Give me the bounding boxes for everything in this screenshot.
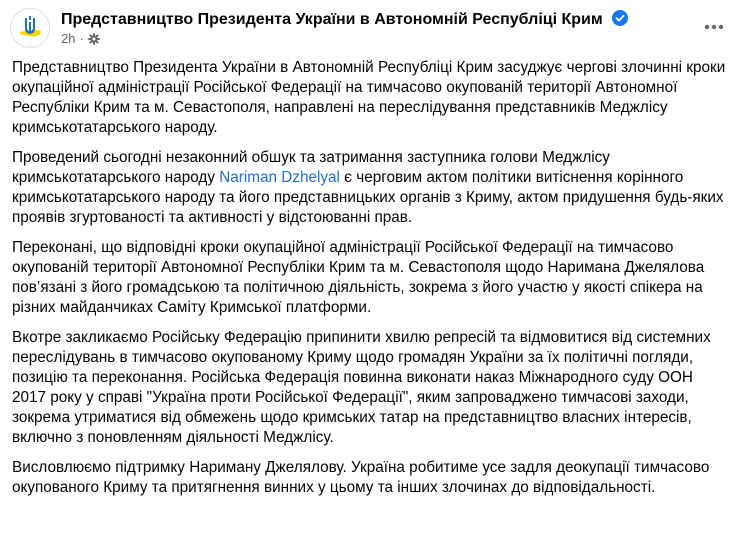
- page-name[interactable]: Представництво Президента України в Автономній Республіці Крим: [61, 11, 603, 28]
- public-gear-icon[interactable]: [88, 33, 100, 45]
- post-paragraph-2-end: є черговим актом політики витіснення корінного кримськотатарського народу та його представницьких органів з Криму, актом придушення будь-яких проявів згуртованості та активності у відстоюванні прав.: [12, 169, 724, 226]
- post-paragraph-3: Переконані, що відповідні кроки окупаційної адміністрації Російської Федерації на тимчасово окупованій території Автономної Республіки Крим та м. Севастополя щодо Наримана Джелялова пов’язані з його громадською та політичною діяльність, зокрема з його участю у якості спікера на різних майданчиках Саміту Кримської платформи.: [12, 239, 705, 316]
- post-paragraph-5: Висловлюємо підтримку Нариману Джелялову. Україна робитиме усе задля деокупації тимчасово окупованого Криму та притягнення винних у цьому та інших злочинах до відповідальності.: [12, 459, 710, 496]
- post-paragraph-2: [12, 148, 728, 228]
- more-dots-icon: [704, 24, 724, 30]
- page-name-link[interactable]: [61, 10, 628, 31]
- post-paragraph-4: Вкотре закликаємо Російську Федерацію припинити хвилю репресій та відмовитися від системних переслідувань в тимчасово окупованому Криму щодо громадян України за їх політичні погляди, позицію та переконання. Російська Федерація повинна виконати наказ Міжнародного суду ООН 2017 року у справі "Україна проти Російської Федерації", яким запроваджено тимчасові заходи, зокрема утриматися від обмежень щодо кримських татар на представництво власних інтересів, включно з поновленням діяльності Меджлісу.: [12, 329, 711, 446]
- verified-badge-icon: [612, 10, 628, 31]
- crimea-trident-logo-icon: [11, 9, 49, 47]
- post-timestamp[interactable]: 2h: [61, 31, 76, 46]
- meta-separator: ·: [79, 31, 84, 46]
- more-options-button[interactable]: [696, 9, 732, 45]
- post-text: [12, 58, 728, 508]
- mention-link[interactable]: Nariman Dzhelyal: [219, 169, 340, 186]
- post-meta: [61, 31, 100, 46]
- page-avatar[interactable]: [10, 8, 50, 48]
- post-header: [0, 0, 740, 58]
- post-paragraph-1: Представництво Президента України в Автономній Республіці Крим засуджує чергові злочинні кроки окупаційної адміністрації Російської Федерації на тимчасово окупованій території Автономної Республіки Крим та м. Севастополя, направлені на переслідування представників Меджлісу кримськотатарського народу.: [12, 59, 726, 136]
- post-paragraph-2-start: Проведений сьогодні незаконний обшук та затримання заступника голови Меджлісу кримськотатарського народу: [12, 149, 610, 186]
